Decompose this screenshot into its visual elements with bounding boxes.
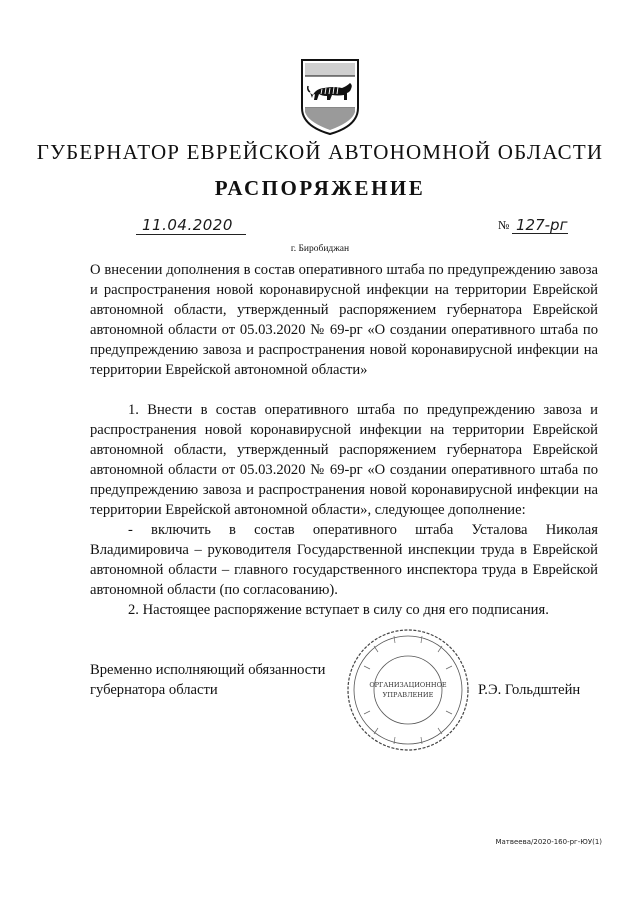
signatory-position-line-2: губернатора области [90, 682, 218, 698]
stamp-text-line-1: ОРГАНИЗАЦИОННОЕ [369, 681, 447, 689]
signatory-position-line-1: Временно исполняющий обязанности [90, 662, 326, 678]
org-title: ГУБЕРНАТОР ЕВРЕЙСКОЙ АВТОНОМНОЙ ОБЛАСТИ [36, 140, 604, 164]
signatory-name: Р.Э. Гольдштейн [478, 682, 581, 698]
body-item-1-addition: - включить в состав оперативного штаба Усталова Николая Владимировича – руководителя Государственной инспекции труда в Еврейской автономной области – главного государственного инспектора труда в Еврейской автономной области (по согласованию). [90, 522, 598, 598]
official-stamp [344, 626, 472, 754]
document-type-title: РАСПОРЯЖЕНИЕ [214, 176, 426, 200]
signatory-position [90, 660, 325, 700]
document-footer-code: Матвеева/2020-160-рг-ЮУ(1) [495, 838, 602, 846]
document-number: 127-рг [516, 216, 568, 234]
document-body [90, 400, 598, 620]
body-item-1: 1. Внести в состав оперативного штаба по предупреждению завоза и распространения новой коронавирусной инфекции на территории Еврейской автономной области, утвержденный распоряжением губернатора Еврейской автономной области от 05.03.2020 № 69-рг «О создании оперативного штаба по предупреждению завоза и распространения новой коронавирусной инфекции на территории Еврейской автономной области», следующее дополнение: [90, 402, 598, 518]
document-number-field [498, 214, 568, 234]
document-date-field [136, 214, 246, 235]
document-date: 11.04.2020 [142, 216, 233, 234]
number-sign: № [498, 218, 510, 232]
issue-city: г. Биробиджан [290, 244, 350, 254]
document-subject: О внесении дополнения в состав оперативного штаба по предупреждению завоза и распространения новой коронавирусной инфекции на территории Еврейской автономной области, утвержденный распоряжением губернатора Еврейской автономной области от 05.03.2020 № 69-рг «О создании оперативного штаба по предупреждению завоза и распространения новой коронавирусной инфекции на территории Еврейской автономной области» [90, 262, 598, 378]
stamp-text-line-2: УПРАВЛЕНИЕ [382, 691, 434, 699]
coat-of-arms-tiger-icon [298, 56, 362, 136]
body-item-2: 2. Настоящее распоряжение вступает в силу со дня его подписания. [128, 602, 549, 618]
